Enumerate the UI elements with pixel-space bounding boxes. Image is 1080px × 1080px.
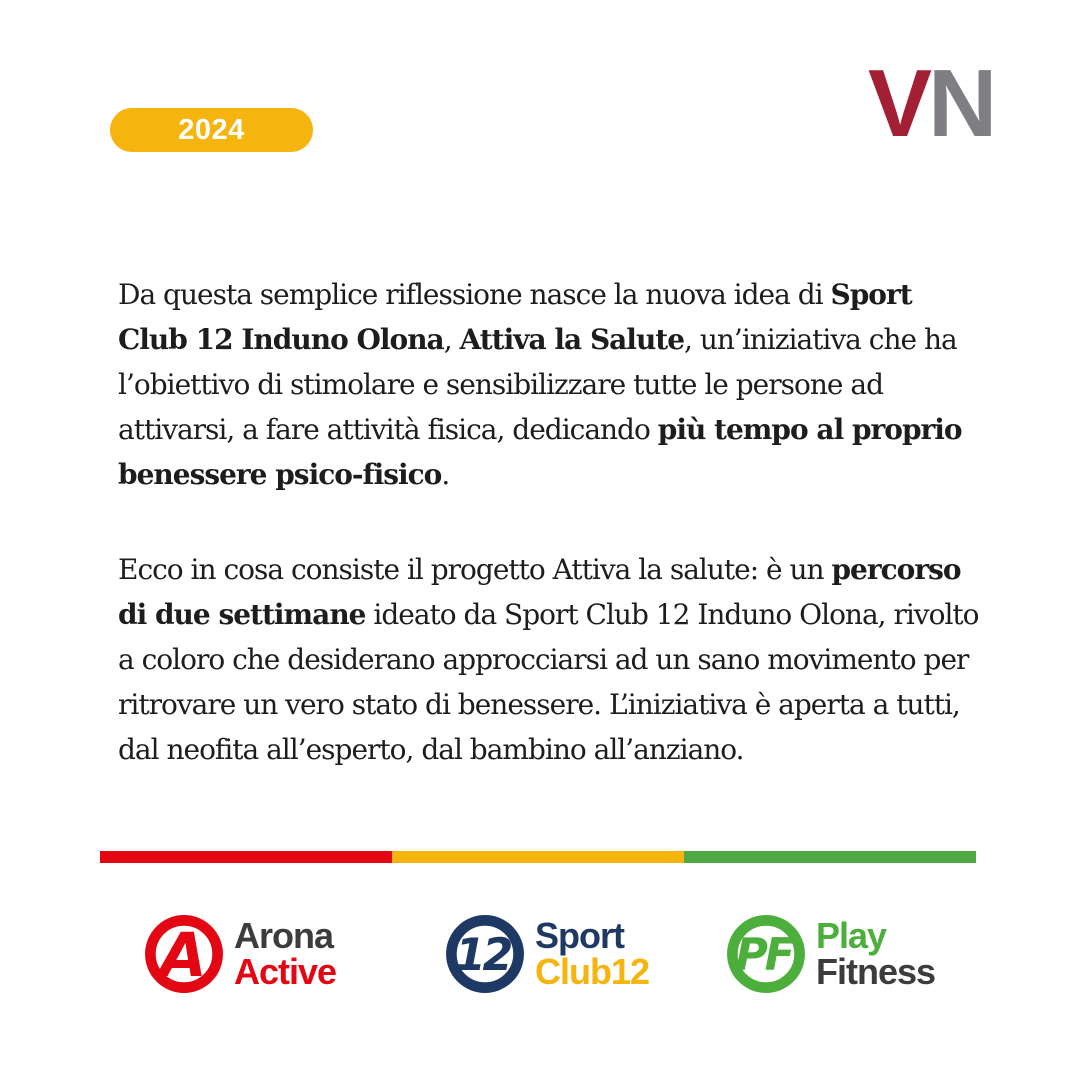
divider-segment-1: [392, 851, 684, 863]
paragraph: Ecco in cosa consiste il progetto Attiva la salute: è un percorso di due settimane ideato da Sport Club 12 Induno Olona, rivolto a coloro che desiderano approcciarsi ad un sano movimento per ritrovare un vero stato di benessere. L’iniziativa è aperta a tutti, dal neofita all’esperto, dal bambino all’anziano.: [118, 553, 979, 766]
divider-segment-0: [100, 851, 392, 863]
svg-text:A: A: [159, 920, 204, 991]
partner-sport-club-12-line2: Club12: [535, 951, 650, 992]
divider-segment-2: [684, 851, 976, 863]
play-fitness-mark-icon: [725, 913, 807, 995]
partner-sport-club-12-line1: Sport: [535, 915, 624, 956]
vn-brand-logo: [868, 50, 994, 157]
partner-logo-arona-active: [143, 912, 336, 996]
divider-bar: [100, 851, 976, 863]
partner-play-fitness-line2: Fitness: [816, 951, 936, 992]
brand-letter-n: N: [928, 50, 994, 157]
sport-club-12-mark-icon: [444, 913, 526, 995]
paragraph: Da questa semplice riflessione nasce la nuova idea di Sport Club 12 Induno Olona, Attiva la Salute, un’iniziativa che ha l’obiettivo di stimolare e sensibilizzare tutte le persone ad attivarsi, a fare attività fisica, dedicando più tempo al proprio benessere psico-fisico.: [118, 278, 962, 491]
brand-letter-v: V: [868, 50, 929, 157]
partner-logo-play-fitness: [725, 912, 935, 996]
svg-text:12: 12: [455, 929, 511, 981]
year-badge-label: 2024: [178, 113, 245, 146]
partner-logo-sport-club-12: [444, 912, 649, 996]
partner-arona-active-line2: Active: [234, 951, 337, 992]
arona-active-mark-icon: [143, 913, 225, 995]
partner-play-fitness-line1: Play: [816, 915, 887, 956]
partner-arona-active-line1: Arona: [234, 915, 334, 956]
article-text: [118, 272, 986, 772]
partners-row: [143, 912, 983, 998]
year-badge: [110, 108, 313, 152]
svg-text:PF: PF: [735, 929, 792, 981]
